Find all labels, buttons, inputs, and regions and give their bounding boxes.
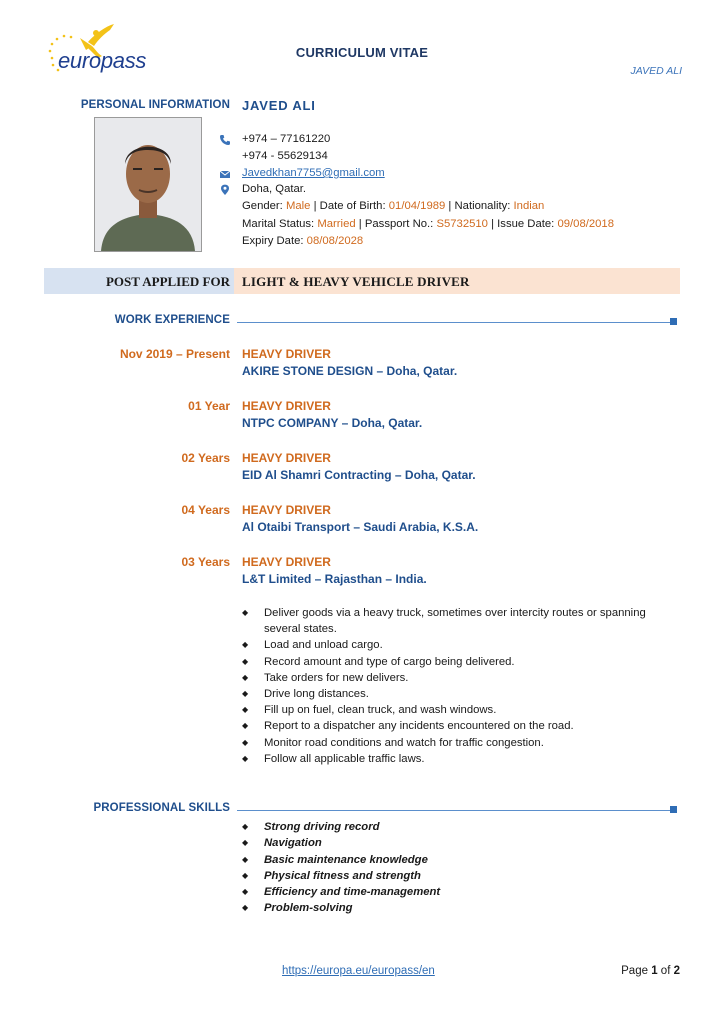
list-item: ◆ Problem-solving [242, 900, 662, 916]
experience-period: 02 Years [181, 451, 230, 465]
experience-company: L&T Limited – Rajasthan – India. [242, 572, 427, 586]
list-item: ◆ Report to a dispatcher any incidents encountered on the road. [242, 718, 662, 734]
location-pin-icon [219, 184, 231, 196]
professional-skills-divider [237, 810, 672, 811]
professional-skills-divider-end [670, 806, 677, 813]
passport-value: S5732510 [436, 218, 488, 230]
profile-photo [94, 117, 202, 252]
logo-wordmark: europass [58, 48, 147, 73]
marital-value: Married [317, 218, 356, 230]
marital-passport-issue [242, 218, 614, 230]
bullet-icon: ◆ [242, 705, 249, 715]
skills-list [242, 819, 662, 917]
europass-link[interactable]: https://europa.eu/europass/en [282, 965, 435, 977]
bullet-icon: ◆ [242, 870, 249, 880]
email-address[interactable]: Javedkhan7755@gmail.com [242, 167, 385, 179]
list-item: ◆ Follow all applicable traffic laws. [242, 751, 662, 767]
experience-company: AKIRE STONE DESIGN – Doha, Qatar. [242, 364, 458, 378]
experience-role: HEAVY DRIVER [242, 503, 331, 517]
bullet-icon: ◆ [242, 753, 249, 763]
experience-period: 01 Year [188, 399, 230, 413]
bullet-icon: ◆ [242, 656, 249, 666]
experience-role: HEAVY DRIVER [242, 347, 331, 361]
issue-label: | Issue Date: [487, 218, 558, 230]
phone-number-2: +974 - 55629134 [242, 150, 328, 162]
list-item: ◆ Strong driving record [242, 819, 662, 835]
gender-value: Male [285, 200, 311, 212]
bullet-icon: ◆ [242, 887, 249, 897]
list-item: ◆ Physical fitness and strength [242, 868, 662, 884]
experience-company: NTPC COMPANY – Doha, Qatar. [242, 416, 423, 430]
bullet-icon: ◆ [242, 903, 249, 913]
post-applied-label: POST APPLIED FOR [105, 274, 230, 289]
list-item: ◆ Deliver goods via a heavy truck, sometimes over intercity routes or spanning several states. [242, 607, 646, 636]
document-title: CURRICULUM VITAE [295, 45, 429, 60]
professional-skills-label: PROFESSIONAL SKILLS [93, 802, 230, 814]
location: Doha, Qatar. [242, 183, 307, 195]
candidate-name: JAVED ALI [242, 98, 316, 113]
experience-period: 03 Years [181, 555, 230, 569]
bullet-icon: ◆ [242, 721, 249, 731]
list-item: ◆ Fill up on fuel, clean truck, and wash windows. [242, 702, 662, 718]
bullet-icon: ◆ [242, 822, 249, 831]
passport-label: | Passport No.: [355, 218, 437, 230]
bullet-icon: ◆ [242, 672, 249, 682]
bullet-icon: ◆ [242, 854, 249, 864]
list-item: ◆ Record amount and type of cargo being delivered. [242, 654, 662, 670]
list-item: ◆ Load and unload cargo. [242, 637, 662, 653]
experience-role: HEAVY DRIVER [242, 451, 331, 465]
phone-icon [219, 134, 231, 146]
experience-company: Al Otaibi Transport – Saudi Arabia, K.S.A. [242, 520, 479, 534]
page-number: Page 1 of 2 [621, 965, 680, 977]
list-item: ◆ Drive long distances. [242, 686, 662, 702]
list-item: ◆ Navigation [242, 835, 662, 851]
experience-company: EID Al Shamri Contracting – Doha, Qatar. [242, 468, 476, 482]
post-applied-value: LIGHT & HEAVY VEHICLE DRIVER [242, 274, 470, 289]
expiry-date [242, 235, 363, 247]
header-name: JAVED ALI [630, 65, 682, 77]
email-icon [219, 168, 231, 180]
bullet-icon: ◆ [242, 838, 249, 848]
bullet-icon: ◆ [242, 640, 249, 650]
work-experience-divider [237, 322, 672, 323]
bullet-icon: ◆ [242, 737, 249, 747]
phone-number-1: +974 – 77161220 [242, 133, 331, 145]
experience-role: HEAVY DRIVER [242, 555, 331, 569]
nationality-label: | Nationality: [445, 200, 514, 212]
work-experience-divider-end [670, 318, 677, 325]
expiry-value: 08/08/2028 [306, 235, 364, 247]
gender-dob-nationality [242, 200, 544, 212]
dob-label: | Date of Birth: [310, 200, 389, 212]
person-photo-icon [95, 118, 201, 251]
duties-list [242, 605, 662, 767]
issue-value: 09/08/2018 [557, 218, 614, 230]
list-item: ◆ Basic maintenance knowledge [242, 852, 662, 868]
gender-label: Gender: [242, 200, 286, 212]
europass-logo [40, 20, 150, 80]
personal-information-label: PERSONAL INFORMATION [80, 99, 230, 111]
experience-role: HEAVY DRIVER [242, 399, 331, 413]
marital-label: Marital Status: [242, 218, 318, 230]
dob-value: 01/04/1989 [388, 200, 446, 212]
list-item: ◆ Efficiency and time-management [242, 884, 662, 900]
bullet-icon: ◆ [242, 689, 249, 699]
experience-period: Nov 2019 – Present [119, 347, 230, 361]
list-item: ◆ Take orders for new delivers. [242, 670, 662, 686]
email-link[interactable] [242, 167, 385, 179]
list-item: ◆ Monitor road conditions and watch for traffic congestion. [242, 735, 662, 751]
work-experience-label: WORK EXPERIENCE [114, 314, 230, 326]
expiry-label: Expiry Date: [242, 235, 307, 247]
experience-period: 04 Years [181, 503, 230, 517]
nationality-value: Indian [513, 200, 545, 212]
bullet-icon: ◆ [242, 608, 249, 617]
